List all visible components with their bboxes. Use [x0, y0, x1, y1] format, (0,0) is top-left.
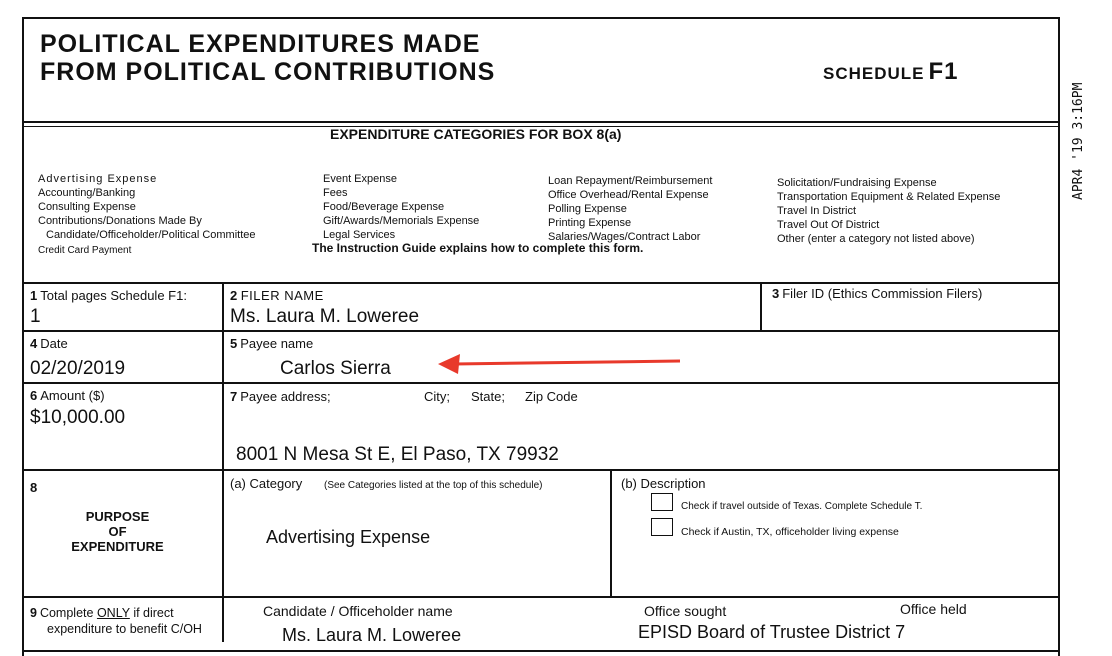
field-2-label [230, 288, 324, 303]
field-7-number: 7 [230, 389, 238, 404]
field-8a-label: (a) Category [230, 476, 303, 491]
cat-item: Other (enter a category not listed above) [777, 233, 975, 245]
field-8b-label: (b) Description [621, 476, 706, 491]
cat-item: Salaries/Wages/Contract Labor [548, 231, 701, 243]
form-title [40, 30, 495, 86]
col-divider-description [610, 469, 612, 596]
cat-item: Solicitation/Fundraising Expense [777, 177, 937, 189]
field-8a-note: (See Categories listed at the top of this schedule) [324, 480, 543, 491]
categories-heading: EXPENDITURE CATEGORIES FOR BOX 8(a) [330, 126, 622, 142]
payee-address-value[interactable]: 8001 N Mesa St E, El Paso, TX 79932 [236, 444, 559, 465]
row-divider-5 [22, 650, 1060, 652]
field-7-zip: Zip Code [525, 389, 578, 404]
field-3-label [772, 286, 982, 301]
cat-item: Travel Out Of District [777, 219, 880, 231]
cat-item: Legal Services [323, 229, 396, 241]
field-9-line2: expenditure to benefit C/OH [47, 622, 202, 636]
schedule-code: F1 [928, 58, 959, 85]
col-divider-filer-id [760, 282, 762, 330]
categories-col2 [323, 172, 479, 242]
field-4-text: Date [40, 336, 68, 351]
cat-item: Food/Beverage Expense [323, 201, 445, 213]
field-8-num-text: 8 [30, 480, 38, 495]
field-7-text: Payee address; [240, 389, 331, 404]
cat-item: Gift/Awards/Memorials Expense [323, 215, 480, 227]
field-7-state: State; [471, 389, 505, 404]
cat-item: Consulting Expense [38, 201, 136, 213]
category-value[interactable]: Advertising Expense [266, 527, 431, 547]
field-3-text: Filer ID (Ethics Commission Filers) [782, 286, 983, 301]
purpose-of-expenditure [40, 509, 195, 554]
title-line1: POLITICAL EXPENDITURES MADE [40, 30, 481, 58]
field-7-city: City; [424, 389, 450, 404]
instruction-guide-note: The Instruction Guide explains how to complete this form. [312, 241, 644, 255]
payee-name-value[interactable]: Carlos Sierra [280, 358, 391, 379]
field-6-text: Amount ($) [40, 388, 105, 403]
purpose-line2: OF [108, 524, 127, 539]
field-9-number: 9 [30, 606, 37, 620]
field-1-label [30, 288, 187, 303]
field-5-text: Payee name [240, 336, 314, 351]
cat-item: Event Expense [323, 173, 397, 185]
row-divider-3 [22, 469, 1060, 471]
field-4-label [30, 336, 68, 351]
received-stamp: APR4 '19 3:16PM [1071, 82, 1086, 200]
field-2-text: FILER NAME [240, 288, 324, 303]
field-4-number: 4 [30, 336, 38, 351]
field-5-label [230, 336, 313, 351]
date-value[interactable]: 02/20/2019 [30, 358, 126, 379]
total-pages-value[interactable]: 1 [30, 306, 41, 327]
cat-item: Accounting/Banking [38, 187, 136, 199]
cat-item: Credit Card Payment [38, 245, 132, 256]
field-1-text: Total pages Schedule F1: [40, 288, 187, 303]
categories-col4 [777, 176, 1000, 246]
cat-item: Transportation Equipment & Related Expense [777, 191, 1001, 203]
field-1-number: 1 [30, 288, 38, 303]
candidate-name-value[interactable]: Ms. Laura M. Loweree [282, 625, 462, 645]
cat-item: Office Overhead/Rental Expense [548, 189, 709, 201]
field-7-label [230, 389, 331, 404]
field-5-number: 5 [230, 336, 238, 351]
field-9-label [30, 606, 174, 620]
field-3-number: 3 [772, 286, 780, 301]
austin-living-expense-checkbox[interactable] [651, 518, 673, 536]
schedule-label [823, 58, 959, 86]
field-2-number: 2 [230, 288, 238, 303]
field-6-label [30, 388, 105, 403]
candidate-name-label: Candidate / Officeholder name [263, 603, 453, 619]
cat-item: Travel In District [777, 205, 857, 217]
check-travel-label: Check if travel outside of Texas. Complete Schedule T. [681, 501, 923, 512]
cat-item: Loan Repayment/Reimbursement [548, 175, 713, 187]
arrow-annotation-icon [434, 351, 684, 377]
divider-categories [22, 282, 1060, 284]
travel-outside-texas-checkbox[interactable] [651, 493, 673, 511]
schedule-text: SCHEDULE [823, 64, 925, 83]
office-sought-label: Office sought [644, 603, 727, 619]
title-line2: FROM POLITICAL CONTRIBUTIONS [40, 58, 496, 86]
cat-item: Contributions/Donations Made By [38, 215, 202, 227]
cat-item: Advertising Expense [38, 173, 158, 185]
categories-col3 [548, 174, 712, 244]
field-9-pre: Complete [39, 606, 94, 620]
check-austin-label: Check if Austin, TX, officeholder living expense [681, 526, 899, 538]
field-9-post: if direct [133, 606, 174, 620]
cat-item: Candidate/Officeholder/Political Committee [46, 229, 256, 241]
office-held-label: Office held [900, 601, 967, 617]
divider-header [22, 121, 1060, 123]
form-frame [22, 17, 1060, 656]
amount-value[interactable]: $10,000.00 [30, 407, 126, 428]
cat-item: Printing Expense [548, 217, 632, 229]
col-divider-left [222, 282, 224, 642]
field-9-only: ONLY [96, 606, 130, 620]
field-8-number [30, 480, 40, 495]
row-divider-4 [22, 596, 1060, 598]
cat-item: Fees [323, 187, 348, 199]
purpose-line1: PURPOSE [85, 509, 150, 524]
row-divider-2 [22, 382, 1060, 384]
field-6-number: 6 [30, 388, 38, 403]
filer-name-value[interactable]: Ms. Laura M. Loweree [230, 306, 420, 327]
office-sought-value[interactable]: EPISD Board of Trustee District 7 [638, 622, 906, 642]
categories-col1 [38, 172, 256, 258]
purpose-line3: EXPENDITURE [71, 539, 164, 554]
cat-item: Polling Expense [548, 203, 627, 215]
row-divider-1 [22, 330, 1060, 332]
